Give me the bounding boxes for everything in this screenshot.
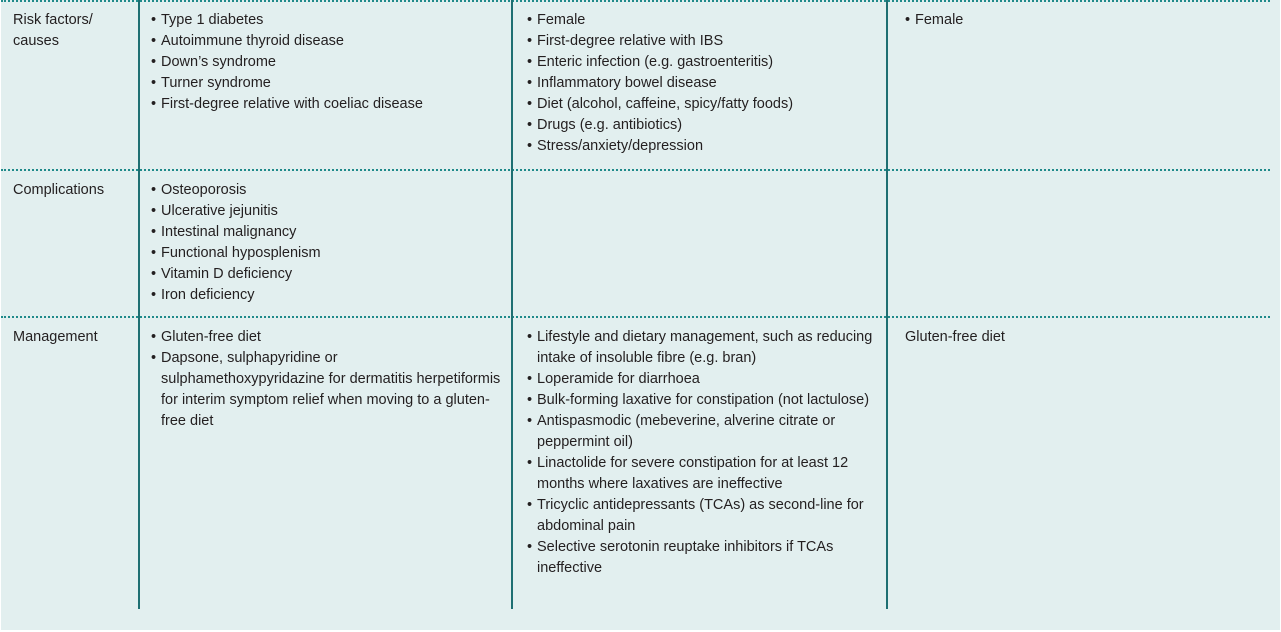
list-item <box>151 327 501 348</box>
bullet-icon: • <box>527 539 533 555</box>
bullet-icon: • <box>151 224 157 240</box>
list-item <box>527 369 877 390</box>
list-item-text: Diet (alcohol, caffeine, spicy/fatty foods) <box>537 96 794 112</box>
row-complications <box>1 170 1280 317</box>
cell-management-col3 <box>905 327 1265 348</box>
bullet-icon: • <box>527 329 533 345</box>
row-management <box>1 317 1280 630</box>
bullet-icon: • <box>151 96 157 112</box>
list-item-text: Down’s syndrome <box>161 54 276 70</box>
bullet-list <box>527 10 877 157</box>
bullet-icon: • <box>527 455 533 471</box>
bullet-list <box>151 10 501 115</box>
list-item <box>527 390 877 411</box>
list-item <box>151 201 501 222</box>
bullet-icon: • <box>527 12 533 28</box>
bullet-list <box>151 327 501 432</box>
list-item-text: Ulcerative jejunitis <box>161 203 278 219</box>
cell-management-col1 <box>151 327 501 432</box>
bullet-icon: • <box>905 12 911 28</box>
list-item <box>527 10 877 31</box>
comparison-table <box>1 0 1280 630</box>
list-item-text: Inflammatory bowel disease <box>537 75 717 91</box>
bullet-icon: • <box>527 371 533 387</box>
list-item <box>151 264 501 285</box>
row-label-management: Management <box>13 329 98 345</box>
list-item <box>151 243 501 264</box>
list-item <box>527 411 877 453</box>
list-item-text: Lifestyle and dietary management, such as reducing intake of insoluble fibre (e.g. bran) <box>537 329 873 366</box>
list-item <box>527 52 877 73</box>
bullet-icon: • <box>527 54 533 70</box>
list-item-text: Female <box>915 12 964 28</box>
list-item <box>151 285 501 306</box>
bullet-icon: • <box>527 497 533 513</box>
bullet-list <box>905 10 1265 31</box>
list-item <box>527 31 877 52</box>
list-item-text: Type 1 diabetes <box>161 12 264 28</box>
list-item-text: Stress/anxiety/depression <box>537 138 704 154</box>
bullet-icon: • <box>151 203 157 219</box>
bullet-icon: • <box>527 96 533 112</box>
list-item-text: Enteric infection (e.g. gastroenteritis) <box>537 54 774 70</box>
bullet-icon: • <box>151 287 157 303</box>
management-col3-text: Gluten-free diet <box>905 329 1005 345</box>
list-item-text: Tricyclic antidepressants (TCAs) as second-line for abdominal pain <box>537 497 864 534</box>
bullet-list <box>527 327 877 579</box>
list-item <box>527 115 877 136</box>
list-item <box>527 327 877 369</box>
bullet-icon: • <box>151 12 157 28</box>
list-item-text: Vitamin D deficiency <box>161 266 293 282</box>
list-item-text: Dapsone, sulphapyridine or sulphamethoxypyridazine for dermatitis herpetiformis for interim symptom relief when moving to a gluten-free diet <box>161 350 501 429</box>
list-item <box>527 537 877 579</box>
list-item-text: Intestinal malignancy <box>161 224 297 240</box>
cell-risk-col1 <box>151 10 501 115</box>
list-item-text: Gluten-free diet <box>161 329 261 345</box>
list-item-text: Loperamide for diarrhoea <box>537 371 700 387</box>
list-item <box>527 94 877 115</box>
bullet-icon: • <box>527 117 533 133</box>
list-item <box>151 52 501 73</box>
cell-management-col2 <box>527 327 877 579</box>
list-item-text: Turner syndrome <box>161 75 271 91</box>
list-item-text: First-degree relative with coeliac disease <box>161 96 423 112</box>
bullet-icon: • <box>527 138 533 154</box>
list-item <box>151 348 501 432</box>
list-item-text: Female <box>537 12 586 28</box>
list-item <box>527 73 877 94</box>
list-item <box>151 180 501 201</box>
list-item-text: Antispasmodic (mebeverine, alverine citrate or peppermint oil) <box>537 413 836 450</box>
list-item <box>527 495 877 537</box>
list-item <box>151 222 501 243</box>
list-item <box>151 10 501 31</box>
list-item <box>527 136 877 157</box>
bullet-icon: • <box>151 75 157 91</box>
bullet-icon: • <box>151 245 157 261</box>
list-item-text: Osteoporosis <box>161 182 247 198</box>
list-item-text: Selective serotonin reuptake inhibitors if TCAs ineffective <box>537 539 834 576</box>
list-item <box>151 73 501 94</box>
list-item-text: Functional hyposplenism <box>161 245 321 261</box>
cell-complications-col1 <box>151 180 501 306</box>
bullet-icon: • <box>527 75 533 91</box>
list-item-text: Bulk-forming laxative for constipation (not lactulose) <box>537 392 870 408</box>
list-item <box>527 453 877 495</box>
row-risk-factors <box>1 0 1280 170</box>
list-item-text: Drugs (e.g. antibiotics) <box>537 117 683 133</box>
list-item <box>905 10 1265 31</box>
list-item-text: First-degree relative with IBS <box>537 33 724 49</box>
row-label-complications: Complications <box>13 182 105 198</box>
cell-risk-col2 <box>527 10 877 157</box>
bullet-list <box>151 180 501 306</box>
bullet-icon: • <box>527 413 533 429</box>
bullet-icon: • <box>151 266 157 282</box>
bullet-icon: • <box>151 54 157 70</box>
bullet-icon: • <box>151 182 157 198</box>
cell-risk-col3 <box>905 10 1265 31</box>
bullet-icon: • <box>151 329 157 345</box>
bullet-icon: • <box>527 33 533 49</box>
bullet-icon: • <box>527 392 533 408</box>
list-item-text: Linactolide for severe constipation for at least 12 months where laxatives are ineffective <box>537 455 849 492</box>
list-item-text: Autoimmune thyroid disease <box>161 33 344 49</box>
bullet-icon: • <box>151 350 157 366</box>
row-label-risk-factors: Risk factors/ causes <box>13 12 93 49</box>
list-item <box>151 31 501 52</box>
bullet-icon: • <box>151 33 157 49</box>
list-item-text: Iron deficiency <box>161 287 255 303</box>
list-item <box>151 94 501 115</box>
